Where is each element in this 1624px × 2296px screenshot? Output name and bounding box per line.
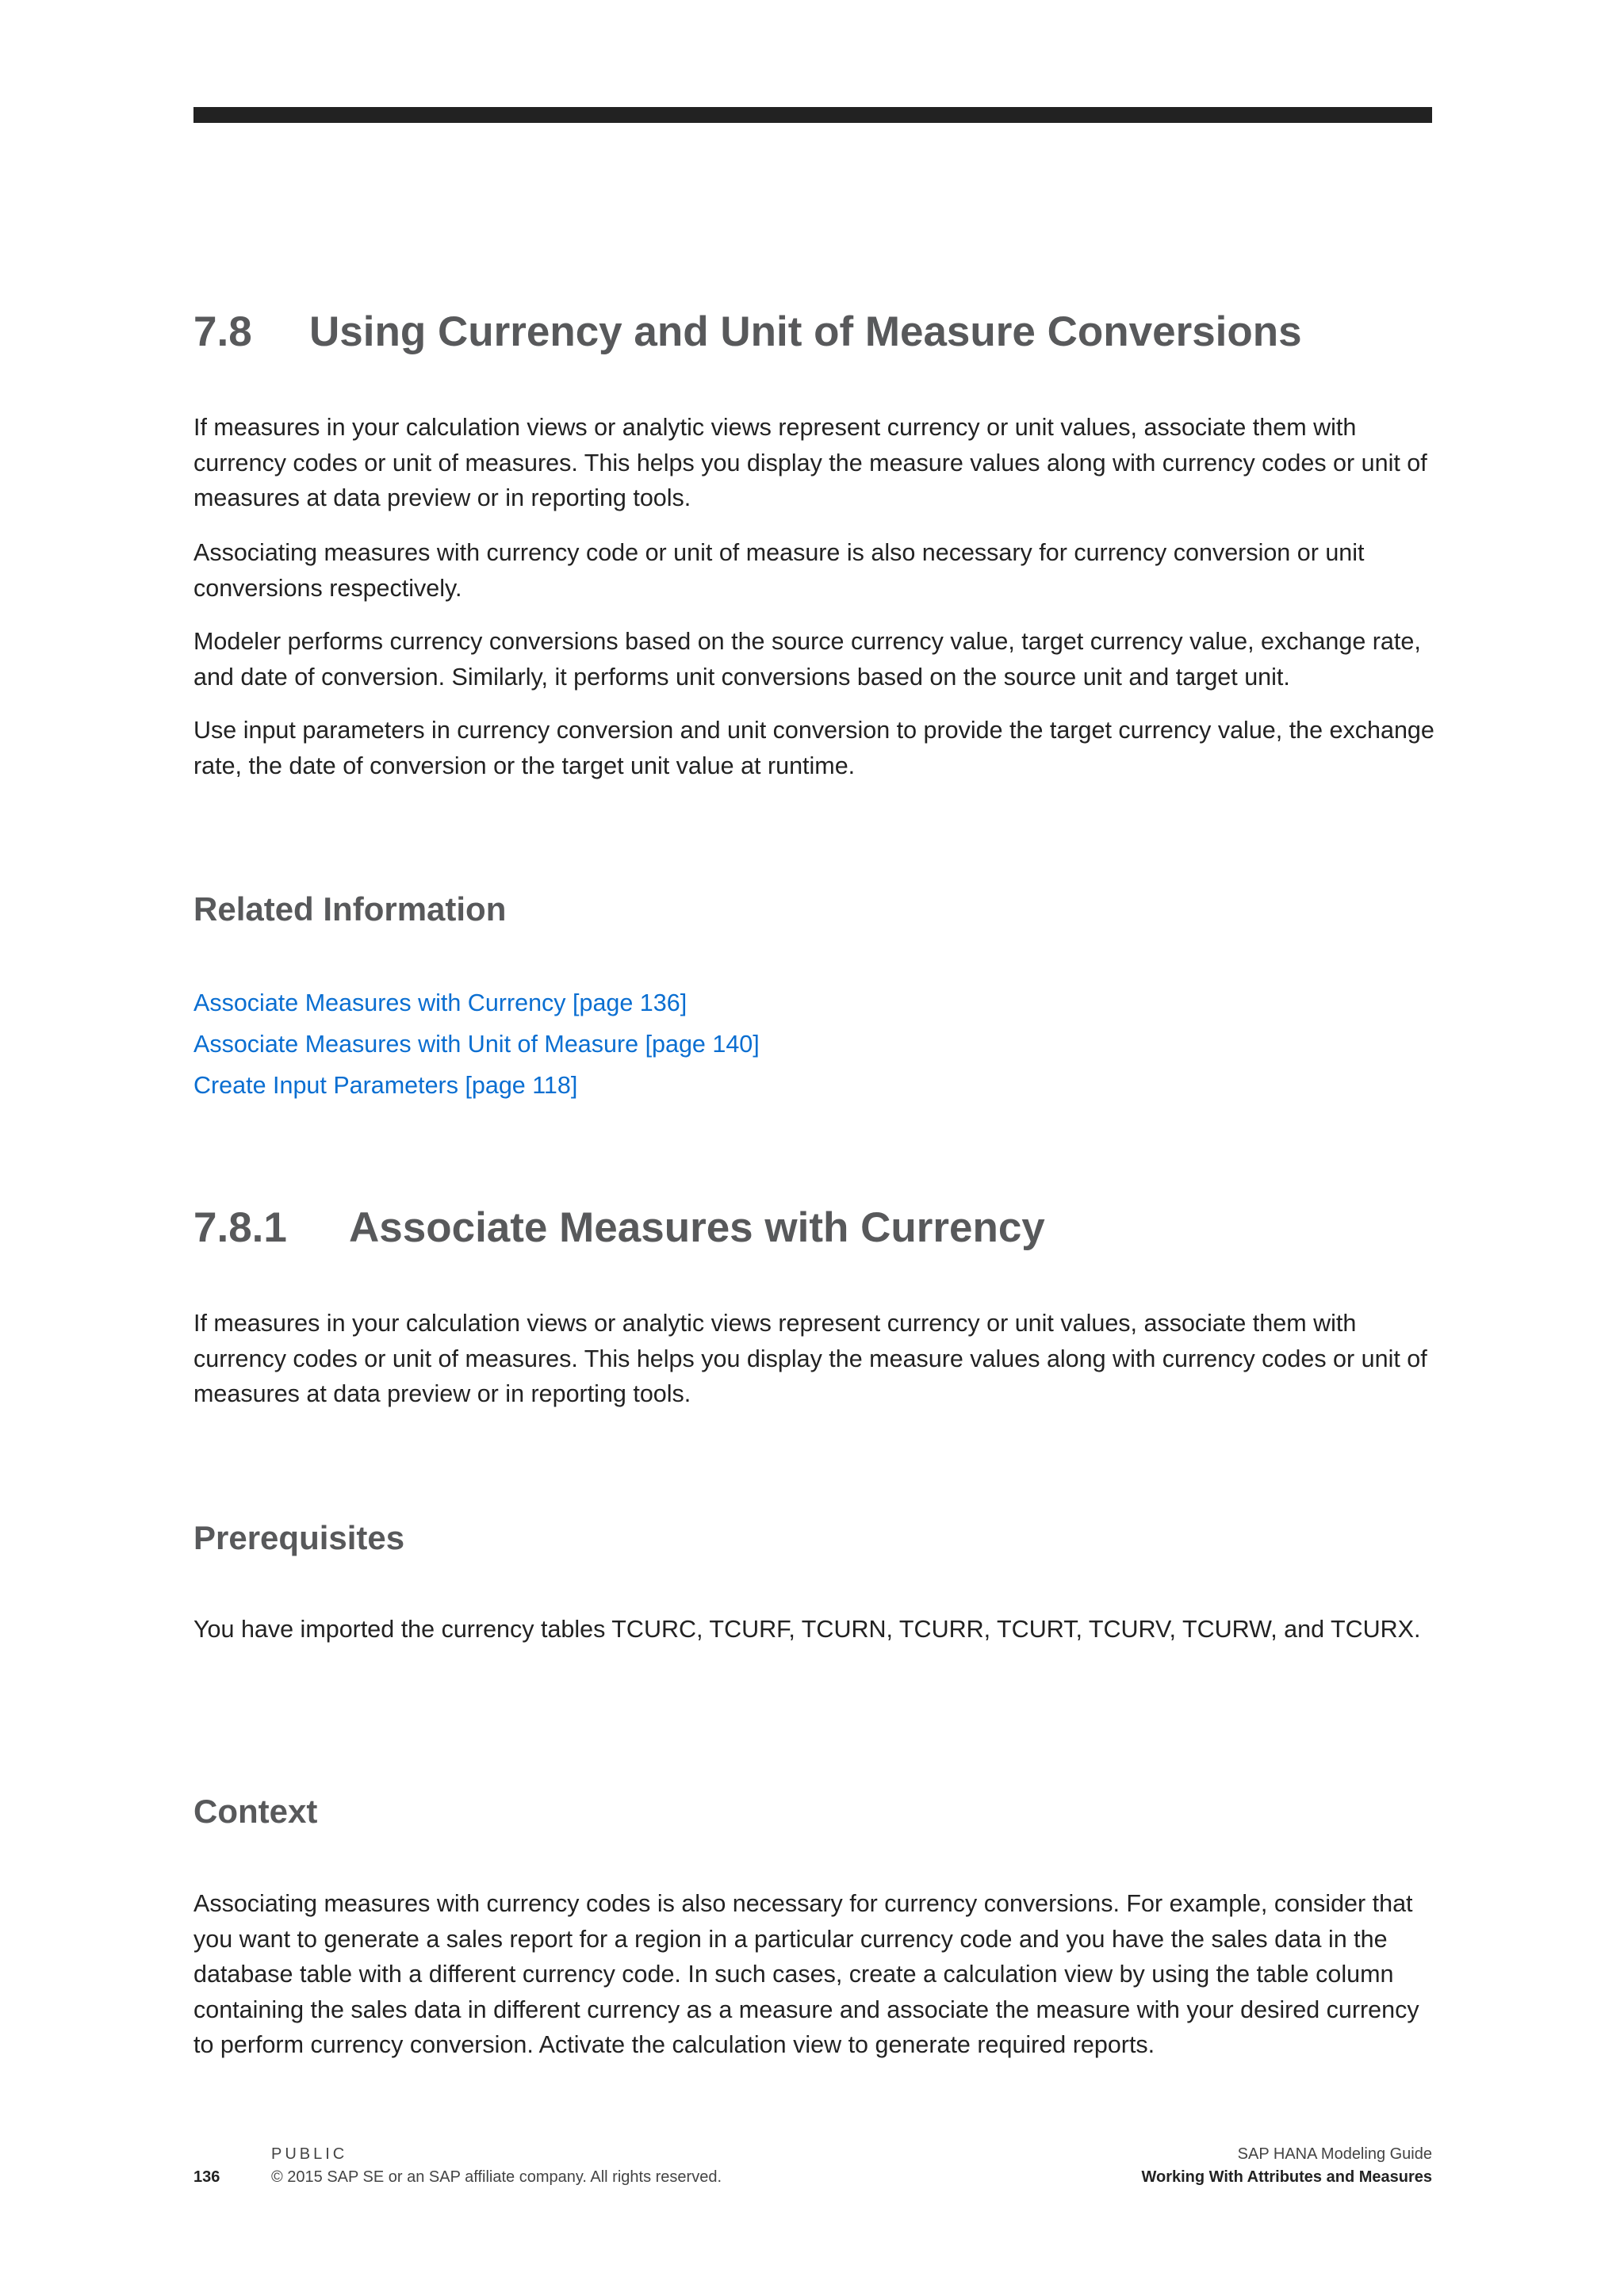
related-information-heading: Related Information	[193, 890, 507, 928]
link-associate-measures-unit[interactable]: Associate Measures with Unit of Measure [page 140]	[193, 1031, 760, 1058]
paragraph: If measures in your calculation views or analytic views represent currency or unit values, associate them with currency codes or unit of measures. This helps you display the measure values along with currency codes or unit of measures at data preview or in reporting tools.	[193, 414, 1427, 511]
paragraph: You have imported the currency tables TCURC, TCURF, TCURN, TCURR, TCURT, TCURV, TCURW, and TCURX.	[193, 1616, 1421, 1643]
top-rule	[193, 107, 1432, 123]
link-create-input-parameters[interactable]: Create Input Parameters [page 118]	[193, 1072, 578, 1099]
section-heading-7-8	[193, 308, 1302, 355]
section-number: 7.8	[193, 308, 252, 355]
footer-page-number: 136	[193, 2168, 220, 2186]
prerequisites-heading: Prerequisites	[193, 1519, 405, 1556]
paragraph: Associating measures with currency code or unit of measure is also necessary for currency conversion or unit conversions respectively.	[193, 539, 1365, 602]
link-associate-measures-currency[interactable]: Associate Measures with Currency [page 136]	[193, 989, 688, 1016]
section-title: Associate Measures with Currency	[349, 1204, 1045, 1251]
footer-public-label: PUBLIC	[271, 2145, 348, 2163]
section-title: Using Currency and Unit of Measure Conversions	[309, 308, 1302, 355]
paragraph: If measures in your calculation views or analytic views represent currency or unit values, associate them with currency codes or unit of measures. This helps you display the measure values along with currency codes or unit of measures at data preview or in reporting tools.	[193, 1310, 1427, 1407]
section-number: 7.8.1	[193, 1204, 287, 1251]
context-heading: Context	[193, 1793, 318, 1830]
footer-chapter-title: Working With Attributes and Measures	[1141, 2168, 1432, 2186]
footer-guide-title: SAP HANA Modeling Guide	[1237, 2145, 1432, 2163]
paragraph: Associating measures with currency codes is also necessary for currency conversions. For example, consider that you want to generate a sales report for a region in a particular currency code and you have the sales data in the database table with a different currency code. In such cases, create a calculation view by using the table column containing the sales data in different currency as a measure and associate the measure with your desired currency to perform currency conversion. Activate the calculation view to generate required reports.	[193, 1890, 1419, 2058]
footer-copyright: © 2015 SAP SE or an SAP affiliate company. All rights reserved.	[271, 2168, 722, 2186]
paragraph: Modeler performs currency conversions based on the source currency value, target currency value, exchange rate, and date of conversion. Similarly, it performs unit conversions based on the source unit and target unit.	[193, 628, 1421, 691]
section-heading-7-8-1	[193, 1204, 1045, 1251]
paragraph: Use input parameters in currency conversion and unit conversion to provide the target currency value, the exchange rate, the date of conversion or the target unit value at runtime.	[193, 717, 1434, 779]
